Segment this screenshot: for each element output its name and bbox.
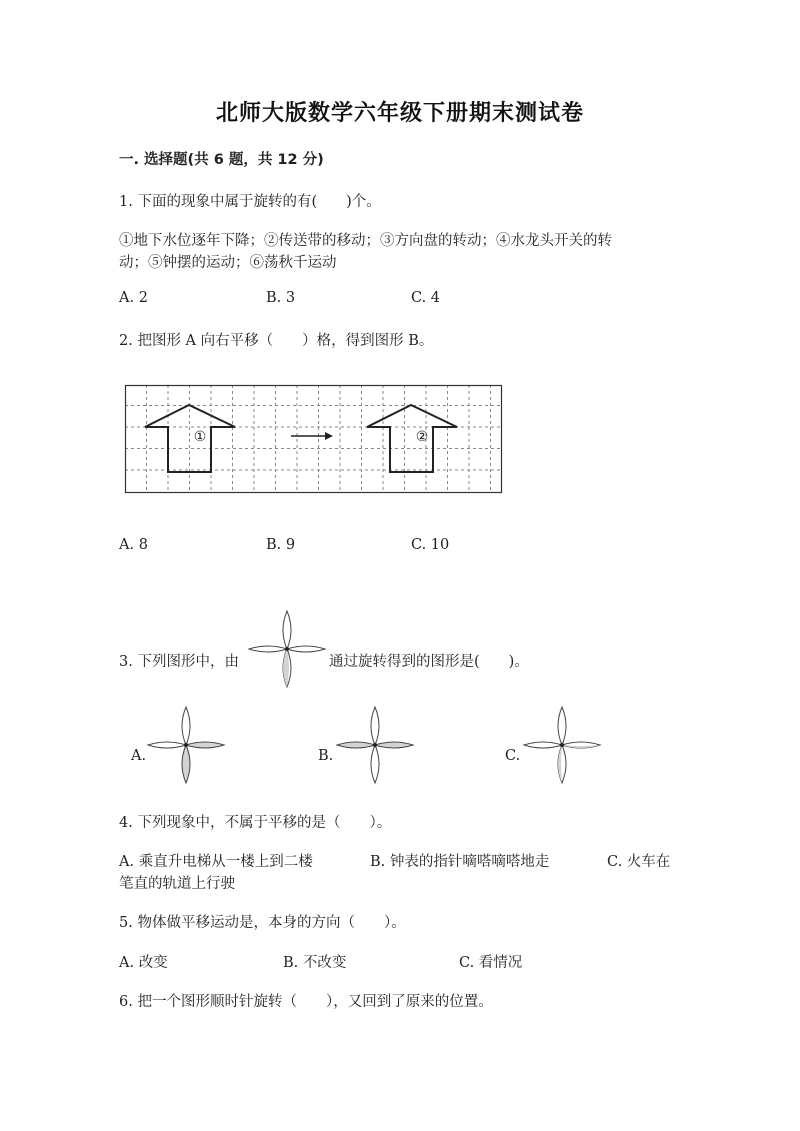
q3-stem-part2: 通过旋转得到的图形是( )。 <box>329 654 529 670</box>
arrow-label-b: ② <box>415 429 429 445</box>
arrow-shape-b <box>367 405 457 472</box>
q1-option-a: A. 2 <box>119 290 148 306</box>
grid-lines <box>125 385 502 493</box>
q5-option-b: B. 不改变 <box>283 955 347 971</box>
q5-stem: 5. 物体做平移运动是，本身的方向（ ）。 <box>119 915 406 931</box>
q1-description-line1: ①地下水位逐年下降；②传送带的移动；③方向盘的转动；④水龙头开关的转 <box>119 233 612 249</box>
q2-stem: 2. 把图形 A 向右平移（ ）格，得到图形 B。 <box>119 333 434 349</box>
q4-option-b: B. 钟表的指针嘀嗒嘀嗒地走 <box>370 854 550 870</box>
q4-option-c-line1: C. 火车在 <box>607 854 671 870</box>
translation-grid-figure <box>125 385 502 493</box>
q1-stem: 1. 下面的现象中属于旋转的有( )个。 <box>119 194 381 210</box>
q2-option-b: B. 9 <box>266 537 296 553</box>
q3-stem-part1: 3. 下列图形中，由 <box>119 654 239 670</box>
q1-option-c: C. 4 <box>411 290 441 306</box>
q6-stem: 6. 把一个图形顺时针旋转（ ），又回到了原来的位置。 <box>119 994 493 1010</box>
flower-figure-option-a <box>148 706 224 784</box>
q2-option-c: C. 10 <box>411 537 450 553</box>
q1-description-line2: 动；⑤钟摆的运动；⑥荡秋千运动 <box>119 255 337 271</box>
q2-option-a: A. 8 <box>119 537 148 553</box>
q3-option-a-label: A. <box>131 748 147 764</box>
q3-option-b-label: B. <box>318 748 334 764</box>
q3-option-c-label: C. <box>505 748 521 764</box>
flower-figure-reference <box>249 610 325 688</box>
q1-option-b: B. 3 <box>266 290 296 306</box>
q4-stem: 4. 下列现象中，不属于平移的是（ ）。 <box>119 815 392 831</box>
arrow-label-a: ① <box>193 429 207 445</box>
flower-figure-option-c <box>524 706 600 784</box>
grid-border <box>126 386 502 493</box>
q4-option-c-line2: 笔直的轨道上行驶 <box>119 876 235 892</box>
section-heading: 一. 选择题(共 6 题，共 12 分) <box>119 152 324 168</box>
q4-option-a: A. 乘直升电梯从一楼上到二楼 <box>119 854 313 870</box>
q5-option-c: C. 看情况 <box>459 955 523 971</box>
flower-figure-option-b <box>337 706 413 784</box>
page-title: 北师大版数学六年级下册期末测试卷 <box>215 101 584 126</box>
q5-option-a: A. 改变 <box>119 955 168 971</box>
